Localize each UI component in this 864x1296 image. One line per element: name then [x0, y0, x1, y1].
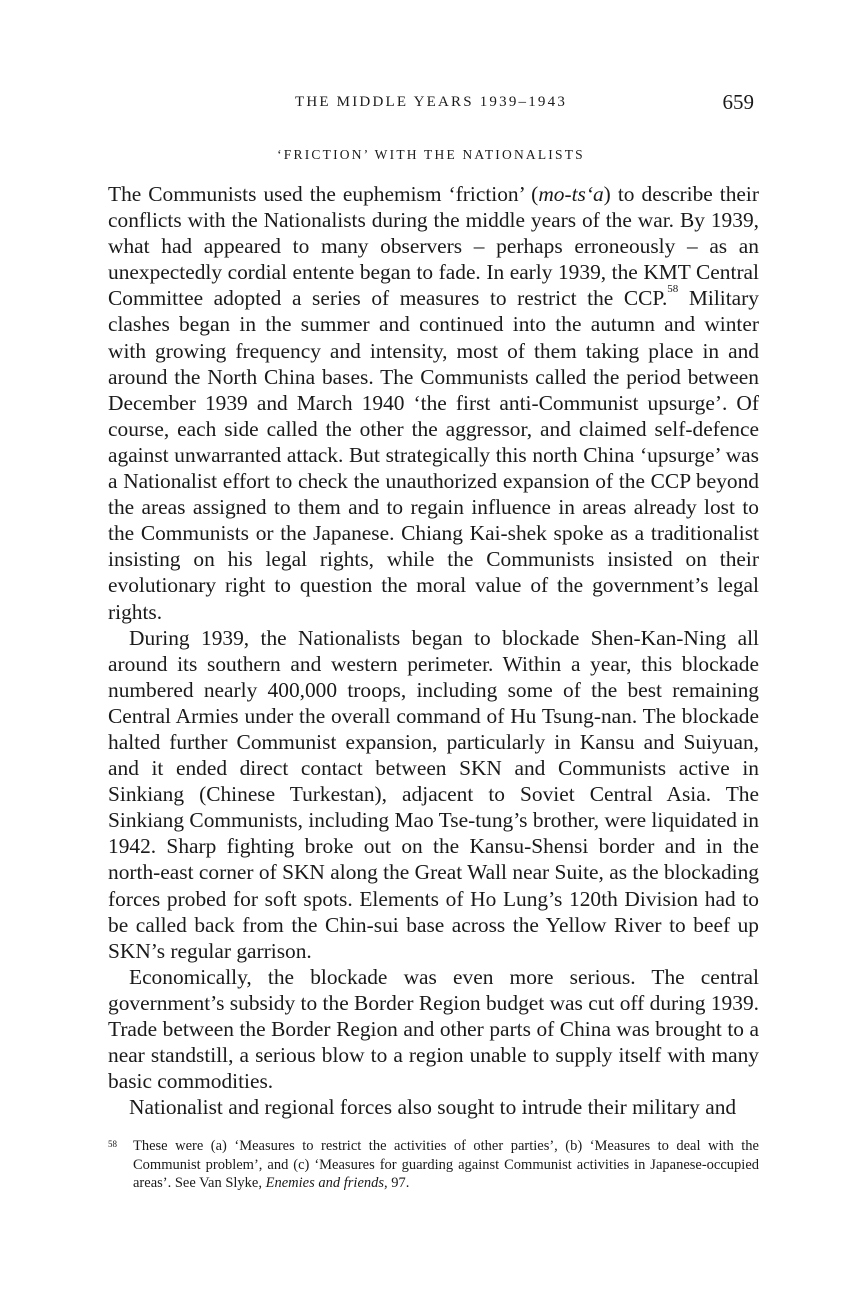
footnote-text-start: These were (a) ‘Measures to restrict the activities of other parties’, (b) ‘Measures to deal with the Communist problem’, and (c) ‘Measures for guarding against Communist activities in Japanese-occupied areas’. See Van Slyke, — [133, 1138, 759, 1191]
footnote — [108, 1137, 759, 1193]
paragraph-4: Nationalist and regional forces also sought to intrude their military and — [129, 1095, 737, 1120]
paragraph-1-text-middle: ) to describe their conflicts with the Nationalists during the middle years of the war. By 1939, what had appeared to many observers – perhaps erroneously – as an unexpectedly cordial entente began to fade. In early 1939, the KMT Central Committee adopted a series of measures to restrict the CCP. — [108, 182, 759, 311]
running-title: THE MIDDLE YEARS 1939–1943 — [294, 94, 568, 110]
paragraph-1 — [108, 181, 759, 625]
footnote-book-title: Enemies and friends — [265, 1175, 385, 1191]
paragraph-1-text-start: The Communists used the euphemism ‘friction’ ( — [108, 182, 539, 206]
paragraph-2: During 1939, the Nationalists began to blockade Shen-Kan-Ning all around its southern and western perimeter. Within a year, this blockade numbered nearly 400,000 troops, including some of the best remaining Central Armies under the overall command of Hu Tsung-nan. The blockade halted further Communist expansion, particularly in Kansu and Suiyuan, and it ended direct contact between SKN and Communists active in Sinkiang (Chinese Turkestan), adjacent to Soviet Central Asia. The Sinkiang Communists, including Mao Tse-tung’s brother, were liquidated in 1942. Sharp fighting broke out on the Kansu-Shensi border and in the north-east corner of SKN along the Great Wall near Suite, as the blockading forces probed for soft spots. Elements of Ho Lung’s 120th Division had to be called back from the Chin-sui base across the Yellow River to beef up SKN’s regular garrison. — [108, 625, 759, 963]
body-text — [108, 181, 759, 1120]
footnote-marker: 58 — [108, 1139, 117, 1149]
paragraph-3: Economically, the blockade was even more serious. The central government’s subsidy to the Border Region budget was cut off during 1939. Trade between the Border Region and other parts of China was brought to a near standstill, a serious blow to a region unable to supply itself with many basic commodities. — [108, 964, 759, 1094]
page-number: 659 — [722, 90, 754, 114]
footnote-text-end: , 97. — [384, 1175, 410, 1191]
footnote-reference[interactable]: 58 — [667, 283, 679, 296]
paragraph-1-text-end: Military clashes began in the summer and continued into the autumn and winter with growing frequency and intensity, most of them taking place in and around the North China bases. The Communists called the period between December 1939 and March 1940 ‘the first anti-Communist upsurge’. Of course, each side called the other the aggressor, and claimed self-defence against unwarranted attack. But strategically this north China ‘upsurge’ was a Nationalist effort to check the unauthorized expansion of the CCP beyond the areas assigned to them and to regain influence in areas already lost to the Communists or the Japanese. Chiang Kai-shek spoke as a traditionalist insisting on his legal rights, while the Communists insisted on their evolutionary right to question the moral value of the government’s legal rights. — [108, 286, 759, 624]
running-head — [108, 90, 754, 118]
section-heading: ‘FRICTION’ WITH THE NATIONALISTS — [277, 147, 585, 162]
paragraph-1-term: mo-ts‘a — [538, 182, 604, 206]
footnote-text — [133, 1137, 759, 1193]
